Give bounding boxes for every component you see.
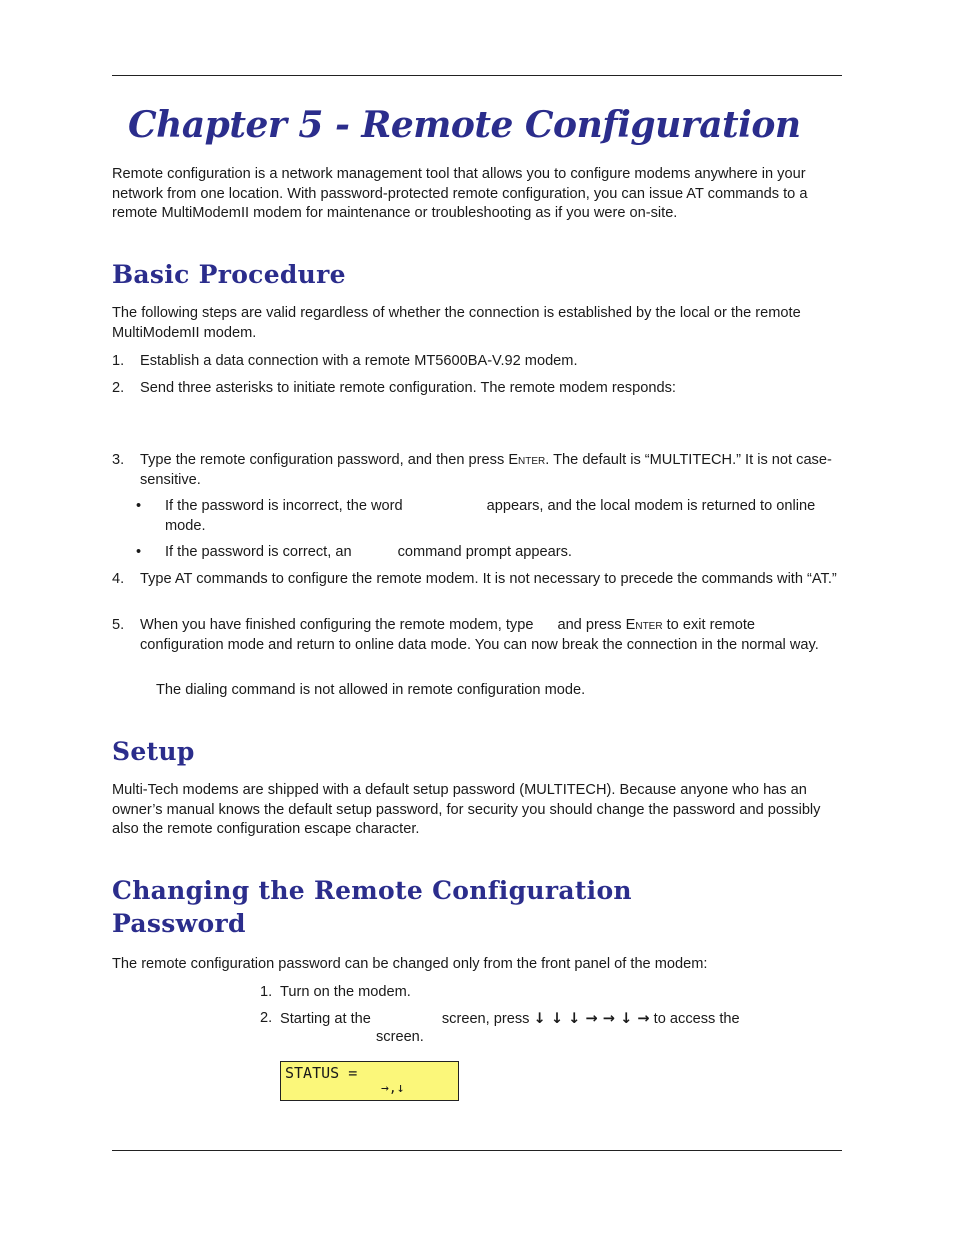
bullet1-text-b: appears, and the local modem is returned to online mode. xyxy=(165,498,816,534)
change-step-2-cont xyxy=(376,1028,676,1048)
step-number: 1. xyxy=(260,984,273,1000)
lcd-display xyxy=(280,1061,459,1101)
step3-text-a: Type the remote configuration password, and then press xyxy=(140,452,509,468)
arrow-keys-sequence: ↓ ↓ ↓ → → ↓ → xyxy=(533,1010,650,1027)
lcd-line-2: →,↓ xyxy=(381,1081,405,1096)
bullet-text xyxy=(165,543,835,563)
step-text: Turn on the modem. xyxy=(280,984,411,1000)
note-text: The dialing command is not allowed in remote configuration mode. xyxy=(156,682,586,698)
lcd-line-1: STATUS = xyxy=(285,1064,358,1082)
bullet-dot: • xyxy=(136,498,142,514)
step-text xyxy=(140,616,840,655)
enter-key: Enter xyxy=(625,617,663,633)
step2-text-d: screen. xyxy=(376,1029,424,1045)
step5-text-a: When you have finished configuring the remote modem, type xyxy=(140,617,534,633)
bullet2-text-b: command prompt appears. xyxy=(397,544,572,560)
step5-text-b: and press xyxy=(557,617,626,633)
step-text xyxy=(140,451,840,490)
basic-procedure-heading: Basic Procedure xyxy=(112,260,346,289)
bullet1-text-a: If the password is incorrect, the word xyxy=(165,498,403,514)
step-text xyxy=(280,1009,840,1030)
bullet-dot: • xyxy=(136,544,142,560)
top-rule xyxy=(112,75,842,76)
step-number: 2. xyxy=(112,380,125,396)
chapter-title: Chapter 5 - Remote Configuration xyxy=(128,104,801,146)
changing-heading-line2: Password xyxy=(112,909,246,938)
step-number: 5. xyxy=(112,617,125,633)
step-number: 3. xyxy=(112,452,125,468)
step-number: 2. xyxy=(260,1010,273,1026)
bottom-rule xyxy=(112,1150,842,1151)
basic-lead-paragraph: The following steps are valid regardless of whether the connection is established by the local or the remote MultiModemII modem. xyxy=(112,305,801,341)
setup-paragraph: Multi-Tech modems are shipped with a default setup password (MULTITECH). Because anyone who has an owner’s manual knows the default setup password, for security you should change the password and possibly also the remote configuration escape character. xyxy=(112,782,821,837)
enter-key: Enter xyxy=(508,452,546,468)
step-number: 1. xyxy=(112,353,125,369)
intro-paragraph: Remote configuration is a network management tool that allows you to configure modems anywhere in your network from one location. With password-protected remote configuration, you can issue AT commands to a remote MultiModemII modem for maintenance or troubleshooting as if you were on-site. xyxy=(112,166,808,221)
step-text: Send three asterisks to initiate remote configuration. The remote modem responds: xyxy=(140,380,676,396)
step2-text-c: to access the xyxy=(649,1011,740,1027)
changing-lead-paragraph: The remote configuration password can be changed only from the front panel of the modem: xyxy=(112,956,708,972)
step-number: 4. xyxy=(112,571,125,587)
step5-text-c: to exit remote configuration mode and return to online data mode. You can now break the connection in the normal way. xyxy=(140,617,819,653)
step-text: Establish a data connection with a remote MT5600BA-V.92 modem. xyxy=(140,353,578,369)
step2-text-a: Starting at the xyxy=(280,1011,371,1027)
step-text: Type AT commands to configure the remote modem. It is not necessary to precede the commands with “AT.” xyxy=(140,571,837,587)
bullet-text xyxy=(165,497,835,536)
bullet2-text-a: If the password is correct, an xyxy=(165,544,352,560)
step3-text-b: . The default is “MULTITECH.” It is not case-sensitive. xyxy=(140,452,832,488)
step2-text-b: screen, press xyxy=(441,1011,534,1027)
changing-heading-line1: Changing the Remote Configuration xyxy=(112,876,632,905)
setup-heading: Setup xyxy=(112,737,195,766)
